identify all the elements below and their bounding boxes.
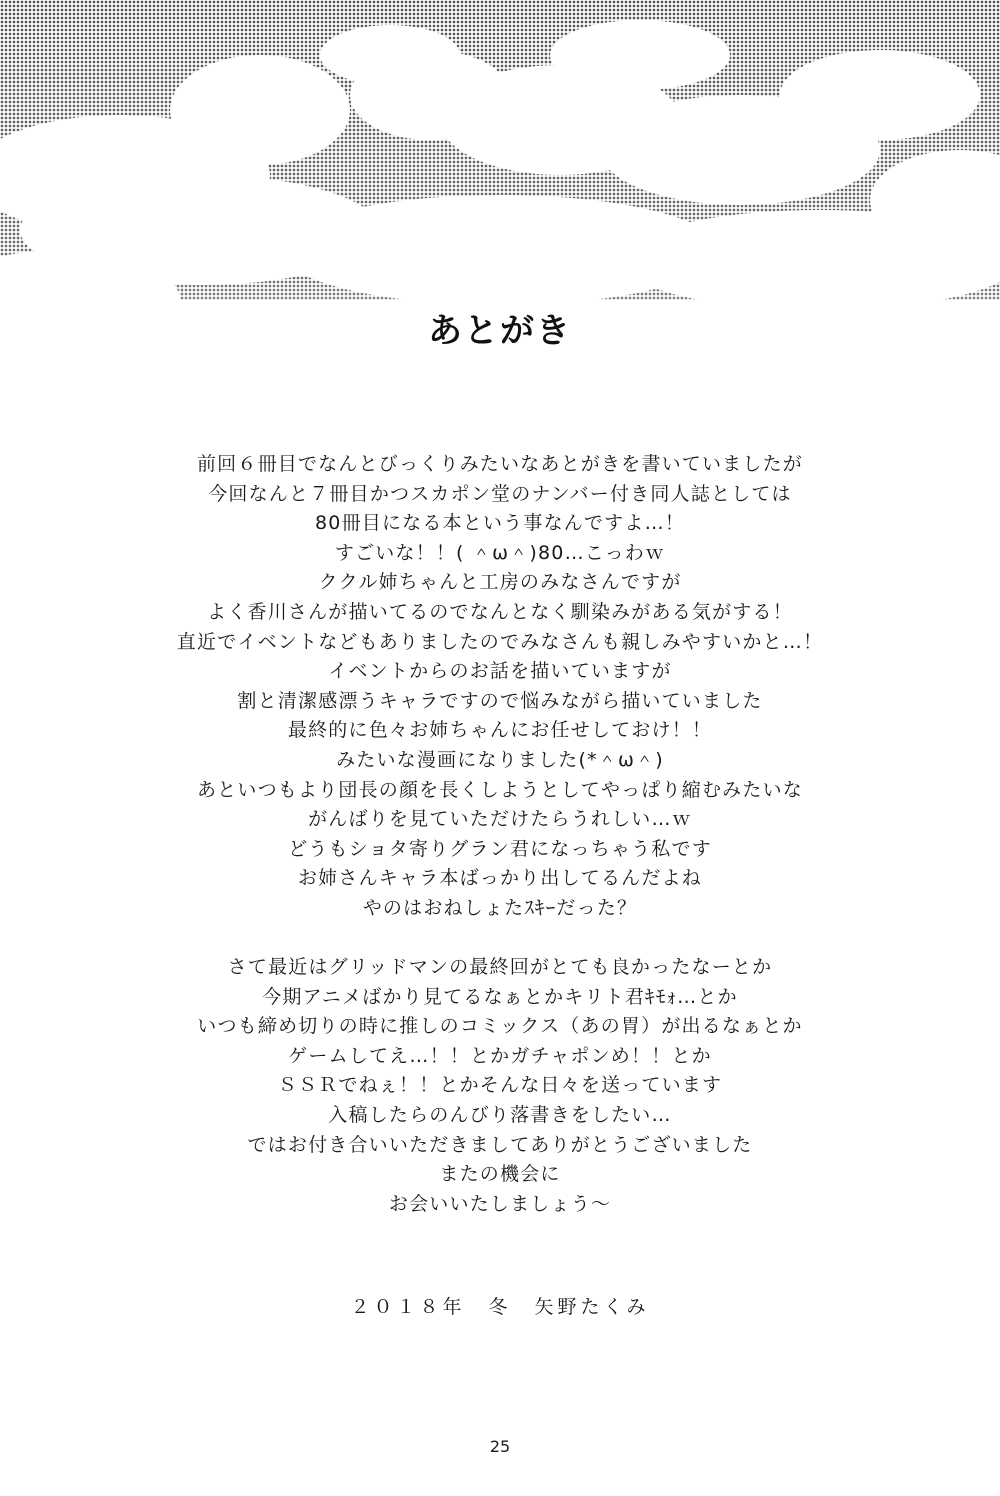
text-line: イベントからのお話を描いていますが bbox=[328, 660, 672, 683]
paragraph-gap bbox=[100, 924, 900, 954]
text-line: 割と清潔感漂うキャラですので悩みながら描いていました bbox=[237, 689, 763, 712]
text-line: 今期アニメばかり見てるなぁとかキリト君ｷﾓｫ…とか bbox=[262, 985, 738, 1008]
text-line: ククル姉ちゃんと工房のみなさんですが bbox=[318, 571, 682, 594]
text-line: がんばりを見ていただけたらうれしい…ｗ bbox=[308, 808, 692, 831]
afterword-body bbox=[100, 450, 900, 1219]
text-line: ＳＳＲでねぇ！！とかそんな日々を送っています bbox=[277, 1074, 723, 1097]
text-line: よく香川さんが描いてるのでなんとなく馴染みがある気がする！ bbox=[207, 600, 793, 623]
text-line: どうもショタ寄りグラン君になっちゃう私です bbox=[288, 837, 712, 860]
paragraph bbox=[100, 953, 900, 1219]
text-line: 入稿したらのんびり落書きをしたい… bbox=[328, 1104, 672, 1127]
text-line: 前回６冊目でなんとびっくりみたいなあとがきを書いていましたが bbox=[196, 453, 803, 475]
text-line: 直近でイベントなどもありましたのでみなさんも親しみやすいかと…！ bbox=[176, 630, 824, 653]
text-line: みたいな漫画になりました(*＾ω＾) bbox=[336, 748, 664, 771]
text-line: いつも締め切りの時に推しのコミックス（あの胃）が出るなぁとか bbox=[197, 1015, 803, 1038]
text-line: あといつもより団長の顔を長くしようとしてやっぱり縮むみたいな bbox=[196, 778, 803, 801]
paragraph bbox=[100, 450, 900, 924]
cloud-sky-background bbox=[0, 0, 1000, 500]
text-line: ゲームしてえ…！！とかガチャポンめ！！とか bbox=[288, 1044, 712, 1067]
text-line: またの機会に bbox=[439, 1163, 561, 1186]
page-number: 25 bbox=[489, 1437, 511, 1456]
text-line: お姉さんキャラ本ばっかり出してるんだよね bbox=[297, 867, 702, 890]
page-title: あとがき bbox=[428, 311, 572, 351]
text-line: 今回なんと７冊目かつスカポン堂のナンバー付き同人誌としては bbox=[208, 482, 792, 505]
text-line: やのはおねしょたｽｷｰだった？ bbox=[362, 896, 638, 919]
text-line: 80冊目になる本という事なんですよ…！ bbox=[315, 512, 685, 535]
text-line: お会いいたしましょう～ bbox=[388, 1192, 612, 1215]
text-line: ではお付き合いいただきましてありがとうございました bbox=[247, 1133, 753, 1156]
text-line: すごいな！！( ＾ω＾)80…こっわｗ bbox=[334, 541, 666, 564]
author-signature: ２０１８年 冬 矢野たくみ bbox=[350, 1296, 650, 1318]
text-line: 最終的に色々お姉ちゃんにお任せしておけ！！ bbox=[287, 719, 713, 742]
text-line: さて最近はグリッドマンの最終回がとても良かったなーとか bbox=[227, 956, 773, 979]
